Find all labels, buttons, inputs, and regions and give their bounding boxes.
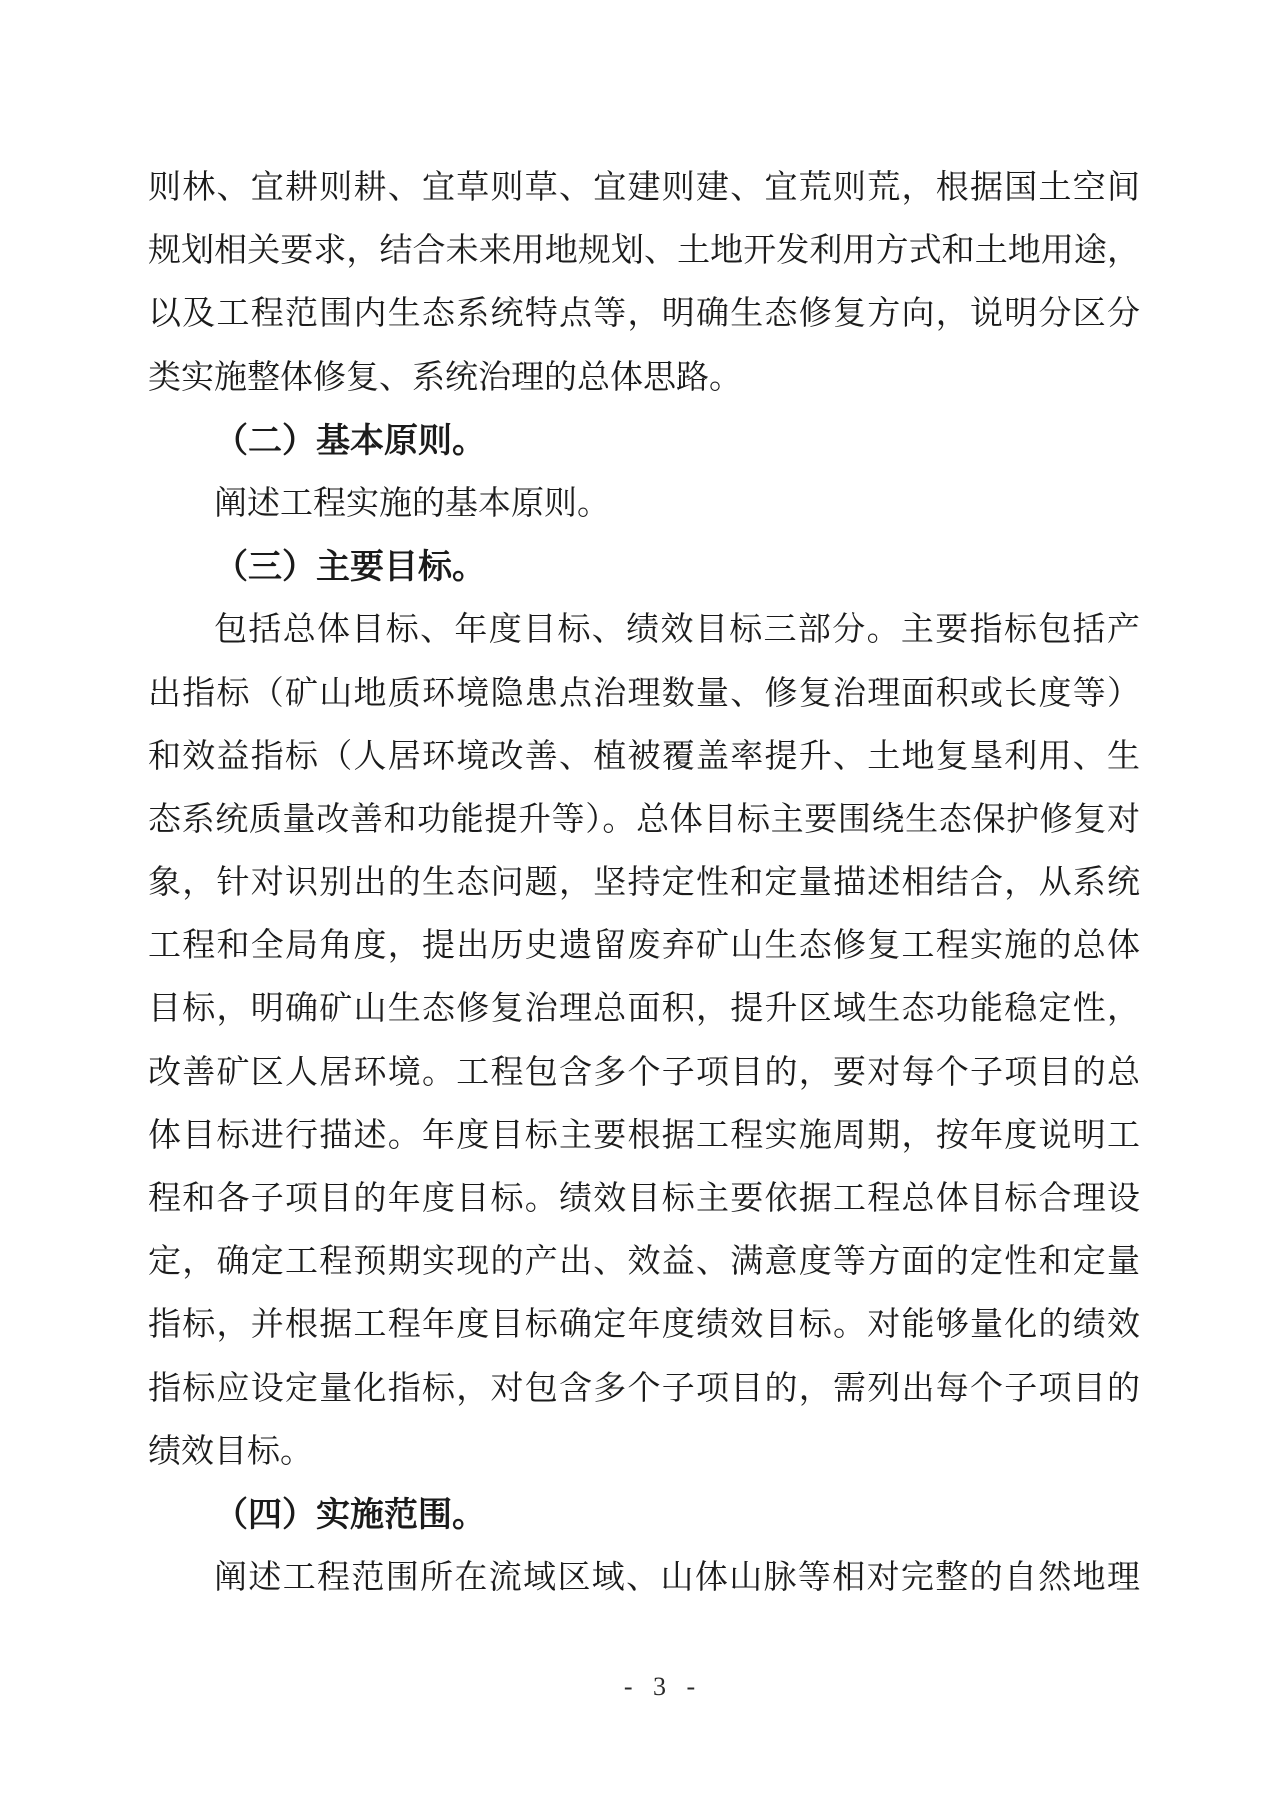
text-line: 程和各子项目的年度目标。绩效目标主要依据工程总体目标合理设: [148, 1181, 1140, 1217]
text-line: 态系统质量改善和功能提升等）。总体目标主要围绕生态保护修复对: [148, 801, 1140, 838]
text-line: 阐述工程范围所在流域区域、山体山脉等相对完整的自然地理: [214, 1560, 1140, 1597]
text-line: 象，针对识别出的生态问题，坚持定性和定量描述相结合，从系统: [148, 865, 1140, 902]
text-line: 指标应设定量化指标，对包含多个子项目的，需列出每个子项目的: [148, 1370, 1140, 1407]
page-number: - 3 -: [623, 1672, 703, 1701]
text-line: 规划相关要求，结合未来用地规划、土地开发利用方式和土地用途，: [148, 233, 1140, 270]
page-body: [148, 157, 1140, 1610]
section-heading: （四）实施范围。: [214, 1496, 486, 1534]
page-footer: [23, 1672, 1280, 1702]
text-line: 以及工程范围内生态系统特点等，明确生态修复方向，说明分区分: [148, 296, 1140, 333]
text-line: 出指标（矿山地质环境隐患点治理数量、修复治理面积或长度等）: [148, 675, 1140, 712]
text-line: 和效益指标（人居环境改善、植被覆盖率提升、土地复垦利用、生: [148, 738, 1140, 775]
text-line: 阐述工程实施的基本原则。: [214, 485, 610, 522]
section-heading: （三）主要目标。: [214, 549, 486, 587]
text-line: 工程和全局角度，提出历史遗留废弃矿山生态修复工程实施的总体: [148, 928, 1140, 965]
text-line: 包括总体目标、年度目标、绩效目标三部分。主要指标包括产: [214, 612, 1140, 649]
text-line: 改善矿区人居环境。工程包含多个子项目的，要对每个子项目的总: [148, 1054, 1140, 1091]
text-line: 目标，明确矿山生态修复治理总面积，提升区域生态功能稳定性，: [148, 991, 1140, 1028]
text-line: 则林、宜耕则耕、宜草则草、宜建则建、宜荒则荒，根据国土空间: [148, 170, 1140, 206]
text-line: 绩效目标。: [148, 1433, 313, 1470]
section-heading: （二）基本原则。: [214, 422, 486, 460]
text-line: 指标，并根据工程年度目标确定年度绩效目标。对能够量化的绩效: [148, 1307, 1140, 1344]
text-line: 类实施整体修复、系统治理的总体思路。: [148, 359, 742, 396]
text-line: 体目标进行描述。年度目标主要根据工程实施周期，按年度说明工: [148, 1117, 1140, 1154]
text-line: 定，确定工程预期实现的产出、效益、满意度等方面的定性和定量: [148, 1244, 1140, 1281]
